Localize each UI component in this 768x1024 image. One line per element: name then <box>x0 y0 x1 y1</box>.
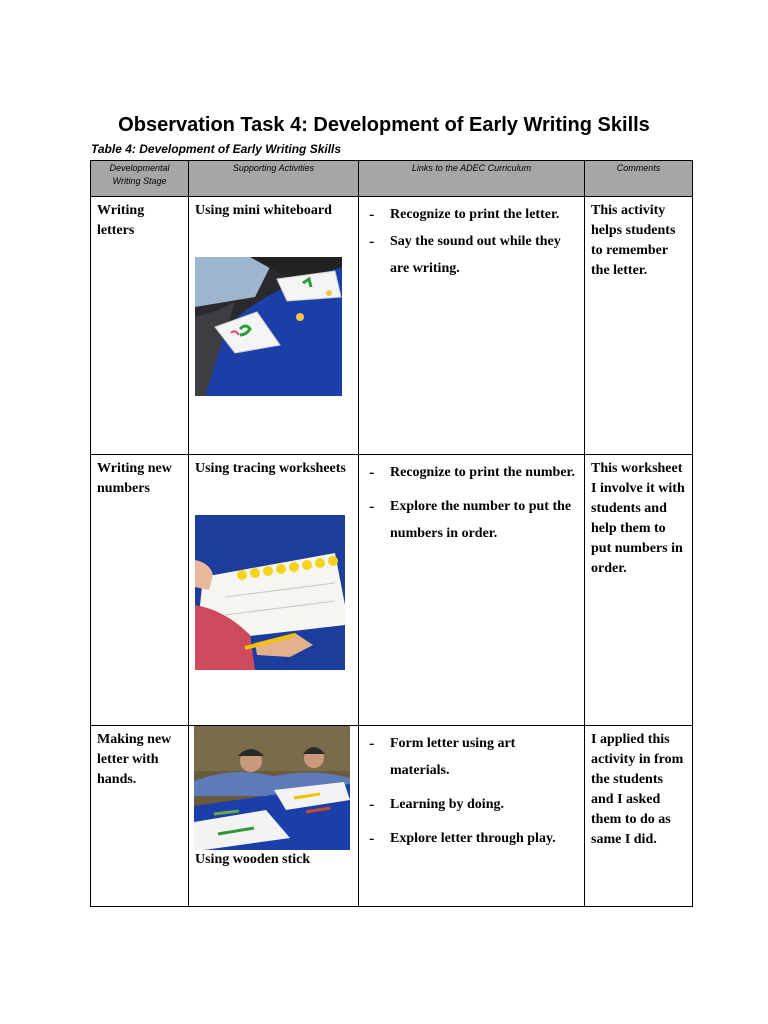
page-title: Observation Task 4: Development of Early Writing Skills <box>118 114 650 136</box>
observation-table <box>90 160 693 907</box>
links-list <box>365 459 578 547</box>
column-header-activities: Supporting Activities <box>189 161 359 197</box>
links-list <box>365 730 578 852</box>
comment-cell: This worksheet I involve it with students and help them to put numbers in order. <box>585 455 693 726</box>
activity-cell <box>189 726 359 907</box>
activity-cell <box>189 455 359 726</box>
table-caption-text: Table 4: Development of Early Writing Skills <box>91 142 342 156</box>
activity-label: Using mini whiteboard <box>195 203 332 218</box>
table-header-row <box>91 161 693 197</box>
links-list <box>365 201 578 282</box>
activity-label: Using wooden stick <box>195 852 311 867</box>
links-cell <box>359 455 585 726</box>
list-item: - Say the sound out while they are writing. <box>365 228 578 282</box>
table-row <box>91 197 693 455</box>
list-item: - Learning by doing. <box>365 791 578 818</box>
column-header-links: Links to the ADEC Curriculum <box>359 161 585 197</box>
links-cell <box>359 197 585 455</box>
list-item: - Recognize to print the letter. <box>365 201 578 228</box>
table-row <box>91 455 693 726</box>
list-item: - Recognize to print the number. <box>365 459 578 486</box>
table-caption <box>91 142 341 156</box>
list-item: - Form letter using art materials. <box>365 730 578 784</box>
links-cell <box>359 726 585 907</box>
tracing-worksheet-photo <box>195 515 345 670</box>
list-item: - Explore the number to put the numbers in order. <box>365 493 578 547</box>
wooden-stick-photo <box>194 726 350 850</box>
stage-cell: Writing letters <box>91 197 189 455</box>
comment-cell: I applied this activity in from the students and I asked them to do as same I did. <box>585 726 693 907</box>
activity-cell <box>189 197 359 455</box>
column-header-comments: Comments <box>585 161 693 197</box>
list-item: - Explore letter through play. <box>365 825 578 852</box>
whiteboard-photo <box>195 257 342 396</box>
comment-cell: This activity helps students to remember the letter. <box>585 197 693 455</box>
column-header-stage: Developmental Writing Stage <box>91 161 189 197</box>
table-row <box>91 726 693 907</box>
activity-label: Using tracing worksheets <box>195 461 346 476</box>
stage-cell: Making new letter with hands. <box>91 726 189 907</box>
stage-cell: Writing new numbers <box>91 455 189 726</box>
